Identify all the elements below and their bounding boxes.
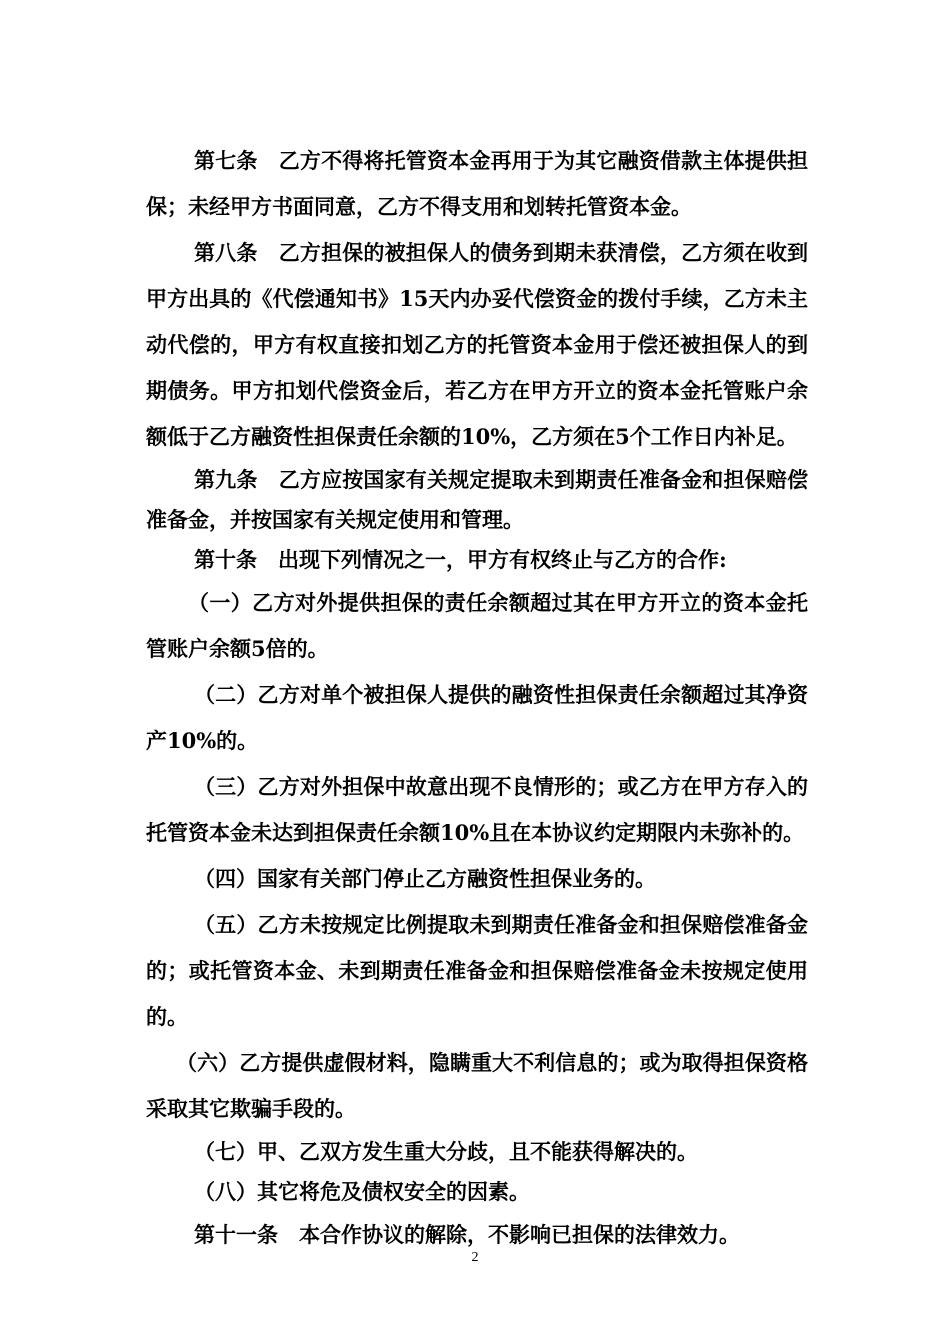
clause-5: （五）乙方未按规定比例提取未到期责任准备金和担保赔偿准备金的；或托管资本金、未到期责任准备金和担保赔偿准备金未按规定使用的。 [146, 912, 808, 1029]
clause-4: （四）国家有关部门停止乙方融资性担保业务的。 [194, 866, 656, 891]
clause-6: （六）乙方提供虚假材料，隐瞒重大不利信息的；或为取得担保资格采取其它欺骗手段的。 [146, 1050, 808, 1121]
document-body [146, 138, 808, 1258]
clause-2: （二）乙方对单个被担保人提供的融资性担保责任余额超过其净资产10%的。 [146, 682, 808, 753]
clause-8: （八）其它将危及债权安全的因素。 [194, 1179, 530, 1204]
article-9: 第九条 乙方应按国家有关规定提取未到期责任准备金和担保赔偿准备金，并按国家有关规定使用和管理。 [146, 467, 808, 532]
clause-3: （三）乙方对外担保中故意出现不良情形的；或乙方在甲方存入的托管资本金未达到担保责任余额10%且在本协议约定期限内未弥补的。 [146, 774, 808, 845]
article-10: 第十条 出现下列情况之一，甲方有权终止与乙方的合作: [194, 547, 727, 572]
page-number: 2 [471, 1250, 479, 1265]
clause-1: （一）乙方对外提供担保的责任余额超过其在甲方开立的资本金托管账户余额5倍的。 [146, 590, 808, 661]
article-11: 第十一条 本合作协议的解除，不影响已担保的法律效力。 [194, 1222, 740, 1247]
article-8: 第八条 乙方担保的被担保人的债务到期未获清偿，乙方须在收到甲方出具的《代偿通知书》15天内办妥代偿资金的拨付手续，乙方未主动代偿的，甲方有权直接扣划乙方的托管资本金用于偿还被担保人的到期债务。甲方扣划代偿资金后，若乙方在甲方开立的资本金托管账户余额低于乙方融资性担保责任余额的10%，乙方须在5个工作日内补足。 [146, 240, 808, 449]
clause-7: （七）甲、乙双方发生重大分歧，且不能获得解决的。 [194, 1139, 698, 1164]
article-7: 第七条 乙方不得将托管资本金再用于为其它融资借款主体提供担保；未经甲方书面同意，乙方不得支用和划转托管资本金。 [146, 148, 808, 219]
